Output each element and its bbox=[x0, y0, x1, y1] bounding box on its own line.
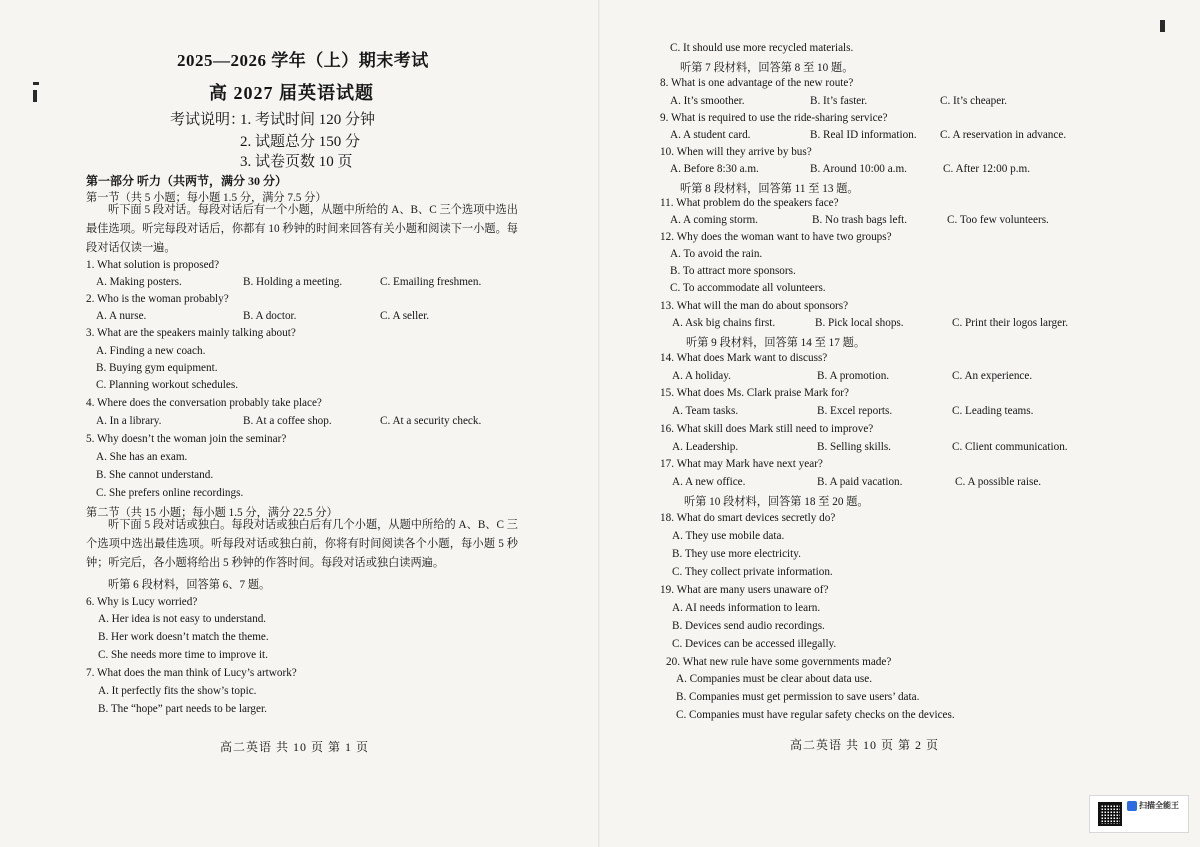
option: C. They collect private information. bbox=[672, 566, 833, 578]
binding-mark bbox=[33, 90, 37, 102]
option: C. Too few volunteers. bbox=[947, 214, 1049, 226]
exam-page-2 bbox=[600, 0, 1200, 847]
option: B. The “hope” part needs to be larger. bbox=[98, 703, 267, 715]
question-stem: 4. Where does the conversation probably take place? bbox=[86, 397, 322, 409]
option: A. A holiday. bbox=[672, 370, 731, 382]
scanner-watermark bbox=[1089, 795, 1189, 833]
option: C. Client communication. bbox=[952, 441, 1068, 453]
option: A. A coming storm. bbox=[670, 214, 758, 226]
question-stem: 13. What will the man do about sponsors? bbox=[660, 300, 849, 312]
option: B. Around 10:00 a.m. bbox=[810, 163, 907, 175]
option: A. Finding a new coach. bbox=[96, 345, 206, 357]
binding-mark bbox=[1160, 20, 1165, 32]
question-stem: 8. What is one advantage of the new route? bbox=[660, 77, 854, 89]
material-note: 听第 7 段材料，回答第 8 至 10 题。 bbox=[680, 62, 854, 74]
option: A. Leadership. bbox=[672, 441, 739, 453]
option: B. Buying gym equipment. bbox=[96, 362, 218, 374]
option: A. Companies must be clear about data use. bbox=[676, 673, 873, 685]
exam-title: 2025—2026 学年（上）期末考试 bbox=[177, 51, 429, 70]
option: A. To avoid the rain. bbox=[670, 248, 763, 260]
option: B. A doctor. bbox=[243, 310, 297, 322]
option: B. At a coffee shop. bbox=[243, 415, 332, 427]
option: A. AI needs information to learn. bbox=[672, 602, 821, 614]
question-stem: 5. Why doesn’t the woman join the seminar? bbox=[86, 433, 287, 445]
question-stem: 9. What is required to use the ride-sharing service? bbox=[660, 112, 888, 124]
page-footer: 高二英语 共 10 页 第 1 页 bbox=[220, 740, 370, 754]
option: A. It’s smoother. bbox=[670, 95, 745, 107]
option: A. A nurse. bbox=[96, 310, 147, 322]
page-footer: 高二英语 共 10 页 第 2 页 bbox=[790, 738, 940, 752]
option: C. At a security check. bbox=[380, 415, 482, 427]
binding-mark bbox=[33, 82, 39, 85]
question-stem: 10. When will they arrive by bus? bbox=[660, 146, 812, 158]
question-stem: 2. Who is the woman probably? bbox=[86, 293, 229, 305]
option: A. She has an exam. bbox=[96, 451, 188, 463]
option: B. Real ID information. bbox=[810, 129, 917, 141]
option: B. Selling skills. bbox=[817, 441, 891, 453]
option: C. A reservation in advance. bbox=[940, 129, 1067, 141]
question-stem: 16. What skill does Mark still need to improve? bbox=[660, 423, 874, 435]
option: C. A possible raise. bbox=[955, 476, 1042, 488]
material-note: 听第 10 段材料，回答第 18 至 20 题。 bbox=[684, 496, 869, 508]
option: B. To attract more sponsors. bbox=[670, 265, 796, 277]
question-stem: 11. What problem do the speakers face? bbox=[660, 197, 839, 209]
question-stem: 20. What new rule have some governments made? bbox=[666, 656, 892, 668]
option: C. An experience. bbox=[952, 370, 1033, 382]
option: A. Her idea is not easy to understand. bbox=[98, 613, 267, 625]
option: B. Excel reports. bbox=[817, 405, 893, 417]
option: A. Ask big chains first. bbox=[672, 317, 776, 329]
question-stem: 12. Why does the woman want to have two groups? bbox=[660, 231, 892, 243]
option: C. To accommodate all volunteers. bbox=[670, 282, 826, 294]
option: C. It should use more recycled materials. bbox=[670, 42, 854, 54]
material-note: 听第 8 段材料，回答第 11 至 13 题。 bbox=[680, 183, 859, 195]
question-stem: 3. What are the speakers mainly talking about? bbox=[86, 327, 296, 339]
option: C. Print their logos larger. bbox=[952, 317, 1069, 329]
option: A. They use mobile data. bbox=[672, 530, 785, 542]
qr-code-icon bbox=[1098, 802, 1122, 826]
question-stem: 17. What may Mark have next year? bbox=[660, 458, 823, 470]
option: A. A student card. bbox=[670, 129, 751, 141]
option: B. Her work doesn’t match the theme. bbox=[98, 631, 269, 643]
option: C. Leading teams. bbox=[952, 405, 1034, 417]
question-stem: 7. What does the man think of Lucy’s artwork? bbox=[86, 667, 297, 679]
option: C. She needs more time to improve it. bbox=[98, 649, 268, 661]
part-heading: 第一部分 听力（共两节，满分 30 分） bbox=[86, 174, 288, 188]
option: B. It’s faster. bbox=[810, 95, 868, 107]
option: B. No trash bags left. bbox=[812, 214, 908, 226]
option: B. A paid vacation. bbox=[817, 476, 903, 488]
material-note: 听第 6 段材料，回答第 6、7 题。 bbox=[108, 579, 271, 591]
option: B. They use more electricity. bbox=[672, 548, 801, 560]
scanner-app-name: 扫描全能王 bbox=[1139, 801, 1179, 810]
option: A. A new office. bbox=[672, 476, 746, 488]
exam-subtitle: 高 2027 届英语试题 bbox=[209, 83, 374, 103]
section-heading: 第一节（共 5 小题；每小题 1.5 分，满分 7.5 分） bbox=[86, 192, 327, 204]
option: C. Planning workout schedules. bbox=[96, 379, 239, 391]
option: B. A promotion. bbox=[817, 370, 890, 382]
exam-note: 2. 试题总分 150 分 bbox=[240, 134, 361, 150]
section-heading: 第二节（共 15 小题；每小题 1.5 分，满分 22.5 分） bbox=[86, 507, 338, 519]
section-instructions: 听下面 5 段对话。每段对话后有一个小题，从题中所给的 A、B、C 三个选项中选出最佳选项。听完每段对话后，你都有 10 秒钟的时间来回答有关小题和阅读下一小题。每段对话仅读一遍。 bbox=[86, 204, 518, 254]
section-instructions: 听下面 5 段对话或独白。每段对话或独白后有几个小题，从题中所给的 A、B、C 三个选项中选出最佳选项。听每段对话或独白前，你将有时间阅读各个小题，每小题 5 秒钟；听完后，各小题将给出 5 秒钟的作答时间。每段对话或独白读两遍。 bbox=[86, 519, 518, 569]
option: C. Devices can be accessed illegally. bbox=[672, 638, 837, 650]
question-stem: 6. Why is Lucy worried? bbox=[86, 596, 198, 608]
question-stem: 14. What does Mark want to discuss? bbox=[660, 352, 828, 364]
question-stem: 18. What do smart devices secretly do? bbox=[660, 512, 836, 524]
scanner-logo-icon bbox=[1127, 801, 1137, 811]
option: B. She cannot understand. bbox=[96, 469, 214, 481]
material-note: 听第 9 段材料，回答第 14 至 17 题。 bbox=[686, 337, 866, 349]
option: A. Before 8:30 a.m. bbox=[670, 163, 759, 175]
question-stem: 19. What are many users unaware of? bbox=[660, 584, 829, 596]
exam-note: 3. 试卷页数 10 页 bbox=[240, 154, 353, 170]
option: C. After 12:00 p.m. bbox=[943, 163, 1031, 175]
option: C. Companies must have regular safety checks on the devices. bbox=[676, 709, 955, 721]
option: B. Holding a meeting. bbox=[243, 276, 343, 288]
exam-note: 1. 考试时间 120 分钟 bbox=[240, 112, 376, 128]
option: C. It’s cheaper. bbox=[940, 95, 1008, 107]
option: C. A seller. bbox=[380, 310, 430, 322]
option: B. Pick local shops. bbox=[815, 317, 904, 329]
option: A. In a library. bbox=[96, 415, 162, 427]
option: A. It perfectly fits the show’s topic. bbox=[98, 685, 257, 697]
option: B. Devices send audio recordings. bbox=[672, 620, 825, 632]
option: B. Companies must get permission to save users’ data. bbox=[676, 691, 920, 703]
option: A. Team tasks. bbox=[672, 405, 739, 417]
exam-notes-label: 考试说明： bbox=[170, 112, 246, 128]
option: C. Emailing freshmen. bbox=[380, 276, 482, 288]
option: C. She prefers online recordings. bbox=[96, 487, 244, 499]
question-stem: 15. What does Ms. Clark praise Mark for? bbox=[660, 387, 850, 399]
option: A. Making posters. bbox=[96, 276, 182, 288]
question-stem: 1. What solution is proposed? bbox=[86, 259, 220, 271]
